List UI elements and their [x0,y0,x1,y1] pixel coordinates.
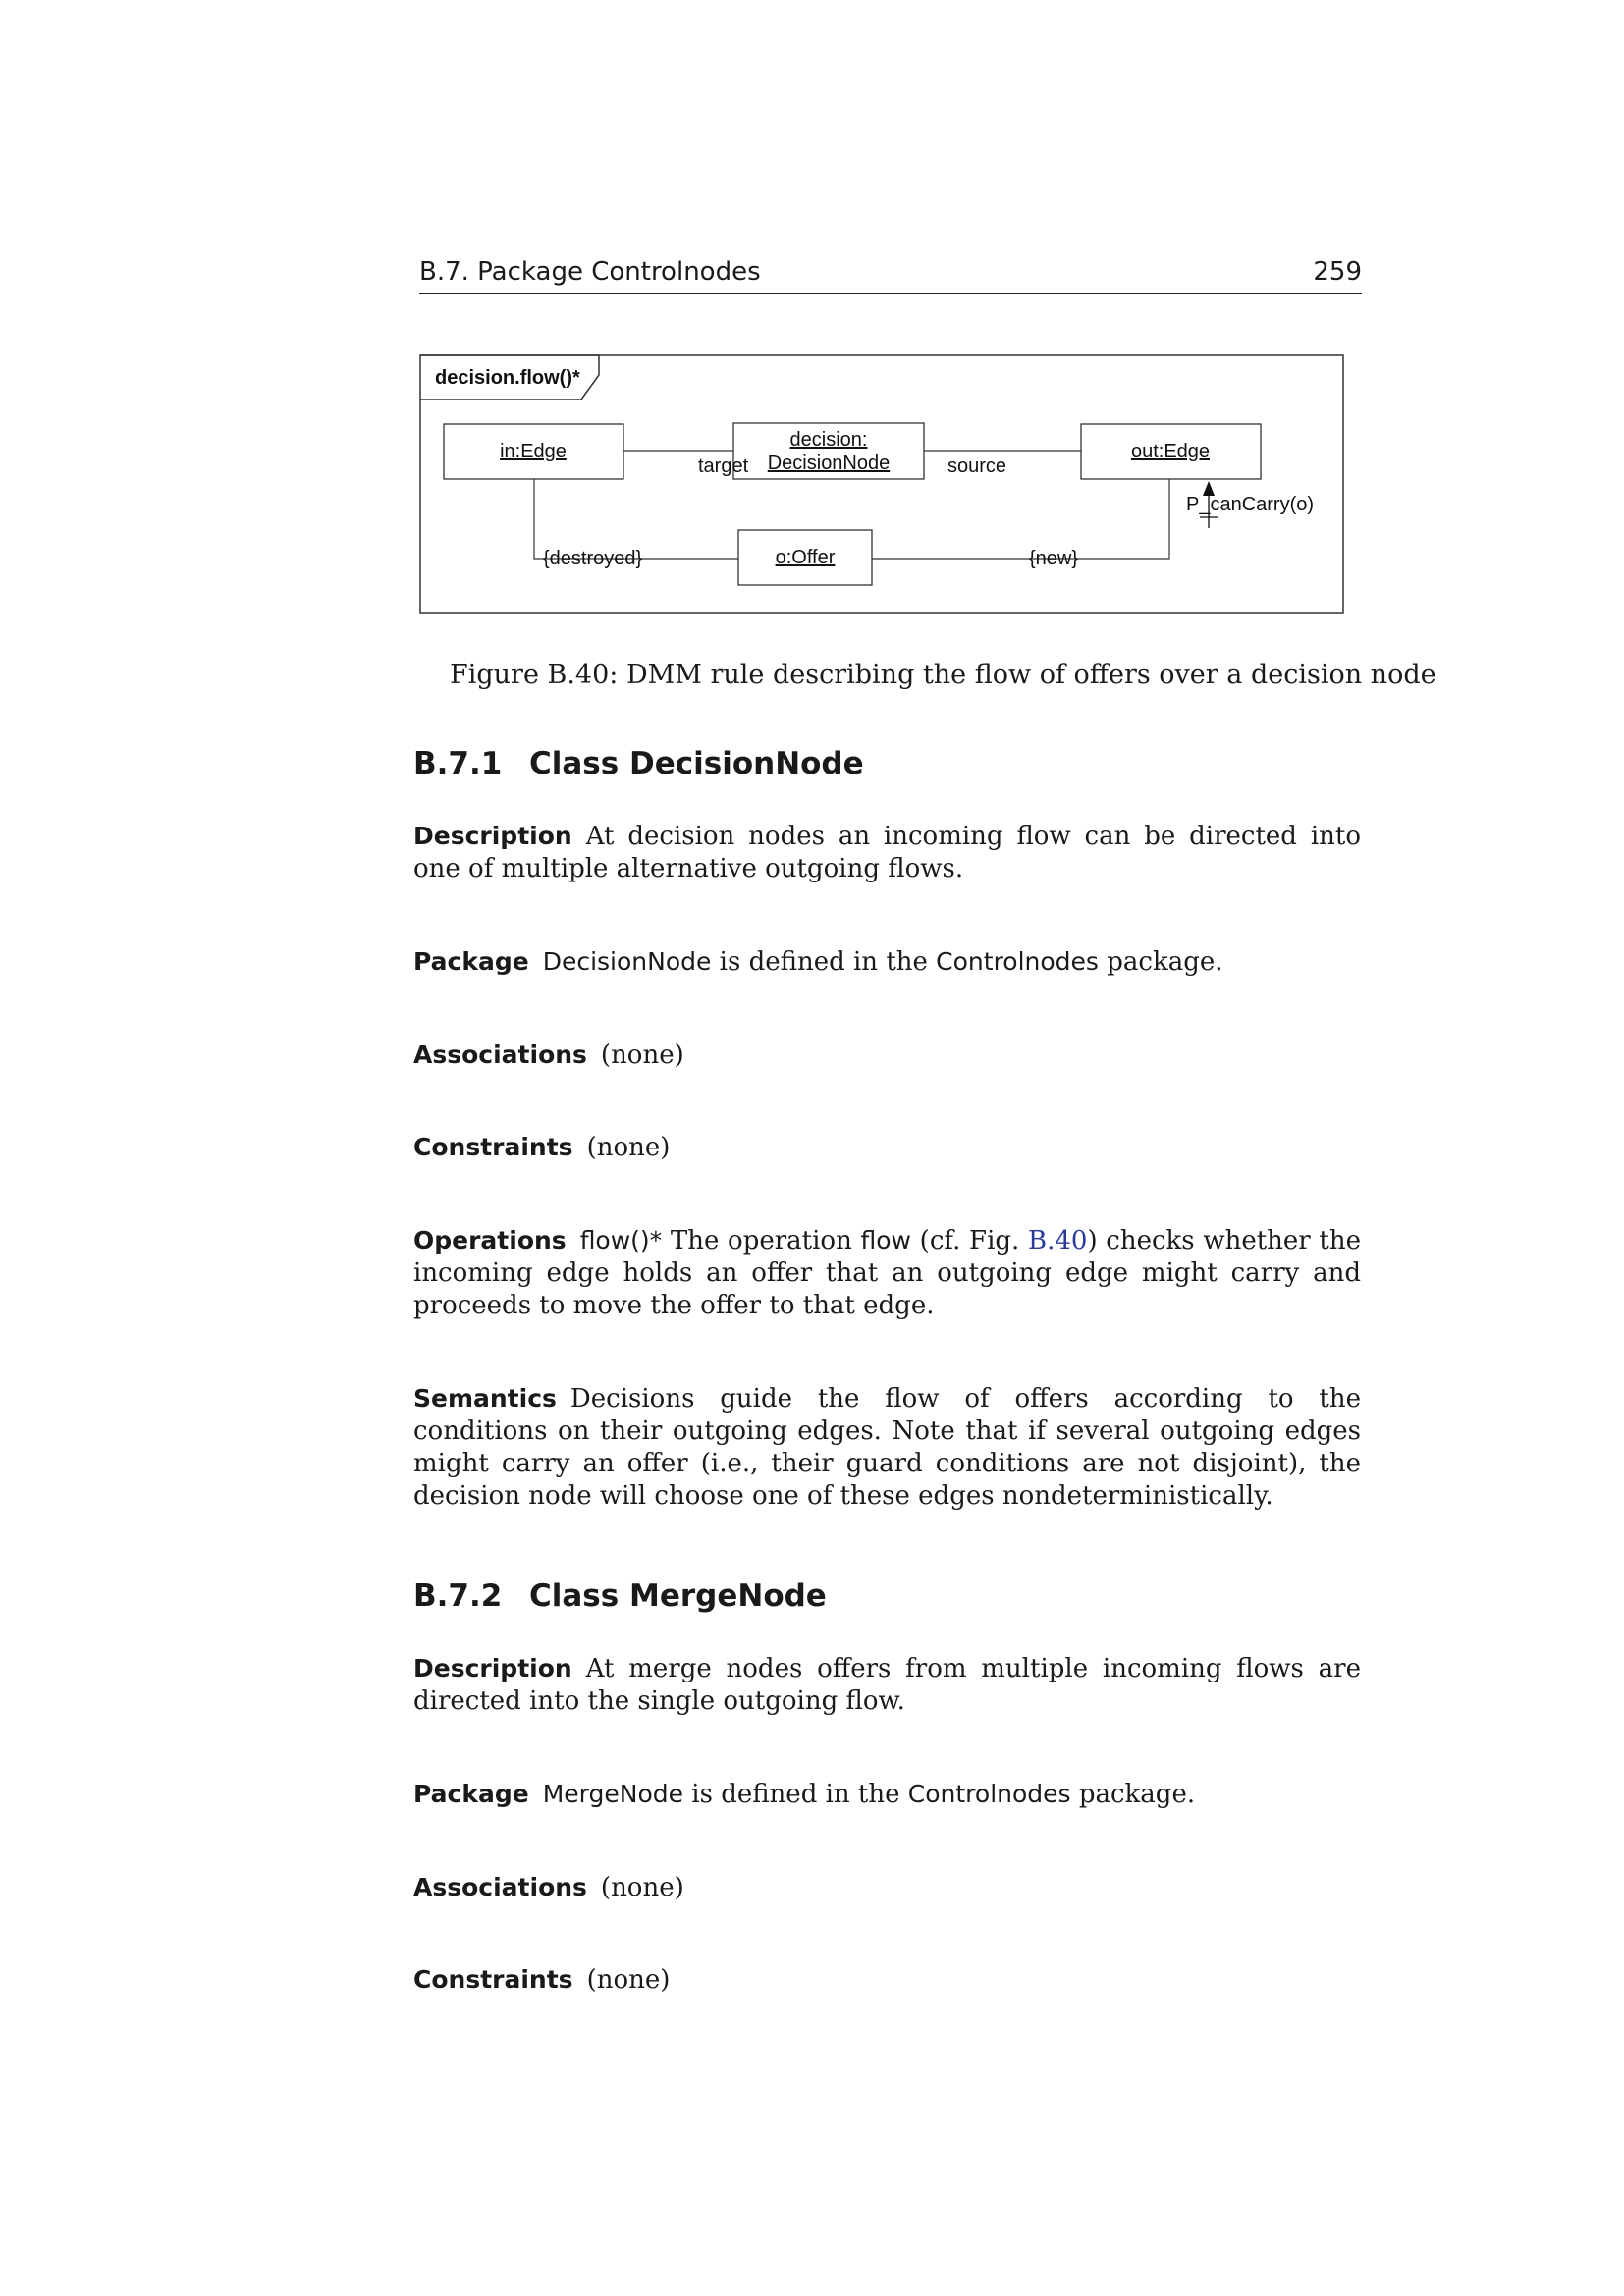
package-class-name: MergeNode [542,1780,683,1808]
paragraph-associations [413,1039,1361,1072]
paragraph-constraints [413,1131,1361,1164]
para-label: Description [413,1654,572,1682]
para-text: (none) [586,1133,671,1162]
para-text: (none) [600,1041,684,1070]
package-name: Controlnodes [936,947,1099,976]
dmm-rule-diagram [419,353,1345,614]
para-text: package. [1070,1780,1196,1809]
node-decision-label-2: DecisionNode [767,453,891,474]
para-label: Semantics [413,1384,557,1413]
paragraph-package [413,1778,1361,1811]
section-number: B.7.1 [413,746,503,781]
para-text: At decision nodes an incoming flow can be directed into one of multiple alternative outgoing flows. [413,822,1361,883]
section-title-text: Class DecisionNode [529,746,864,781]
node-out-edge-label: out:Edge [1130,441,1211,462]
paragraph-description [413,820,1361,885]
label-new: {new} [1029,548,1079,569]
figure-b40 [419,353,1345,614]
section-title-text: Class MergeNode [529,1578,827,1614]
para-text: is defined in the [683,1780,908,1809]
figure-caption: Figure B.40: DMM rule describing the flow of offers over a decision node [450,660,1436,690]
para-text: Decisions guide the flow of offers according to the conditions on their outgoing edges. Note that if several outgoing edges might carry an offer (i.e., their guard conditions are not disjoint), the decision node will choose one of these edges nondeterministically. [413,1384,1361,1511]
edge-new-line [872,471,1169,559]
para-text: (none) [586,1965,671,1995]
paragraph-constraints [413,1963,1361,1997]
para-label: Package [413,1780,529,1808]
para-text: (cf. Fig. [911,1226,1028,1255]
paragraph-package [413,945,1361,979]
para-text: (none) [600,1873,684,1902]
operation-name: flow [860,1226,911,1255]
node-decision-label-1: decision: [789,429,868,451]
para-text: ) checks whether the incoming edge holds an offer that an outgoing edge might carry and proceeds to move the offer to that edge. [413,1226,1361,1320]
operation-signature: flow()* [579,1226,663,1255]
label-source: source [947,455,1007,477]
para-text: is defined in the [711,947,937,977]
paragraph-operations [413,1224,1361,1322]
paragraph-semantics [413,1382,1361,1513]
section-number: B.7.2 [413,1578,503,1614]
figure-reference-link[interactable]: B.40 [1028,1226,1088,1255]
label-destroyed: {destroyed} [543,548,643,569]
frame-title: decision.flow()* [435,367,580,389]
para-text: The operation [662,1226,861,1255]
paragraph-description [413,1652,1361,1718]
edge-destroyed-line [534,471,738,559]
package-class-name: DecisionNode [542,947,712,976]
para-label: Description [413,822,572,850]
label-target: target [698,455,749,477]
para-label: Operations [413,1226,567,1255]
para-text: package. [1098,947,1223,977]
node-offer-label: o:Offer [775,547,836,568]
package-name: Controlnodes [907,1780,1071,1808]
diagram-frame [420,355,1343,613]
para-label: Associations [413,1873,587,1901]
para-label: Constraints [413,1133,573,1161]
para-label: Package [413,947,529,976]
para-label: Associations [413,1041,587,1069]
para-label: Constraints [413,1965,573,1994]
section-heading-b71 [413,746,864,781]
node-in-edge-label: in:Edge [500,441,567,462]
running-head [419,257,1362,294]
section-heading-b72 [413,1578,827,1614]
label-constraint: P_canCarry(o) [1186,494,1315,515]
running-head-section: B.7. Package Controlnodes [419,257,761,287]
page-number: 259 [1313,257,1362,287]
para-text: At merge nodes offers from multiple incoming flows are directed into the single outgoing flow. [413,1654,1361,1716]
paragraph-associations [413,1871,1361,1904]
